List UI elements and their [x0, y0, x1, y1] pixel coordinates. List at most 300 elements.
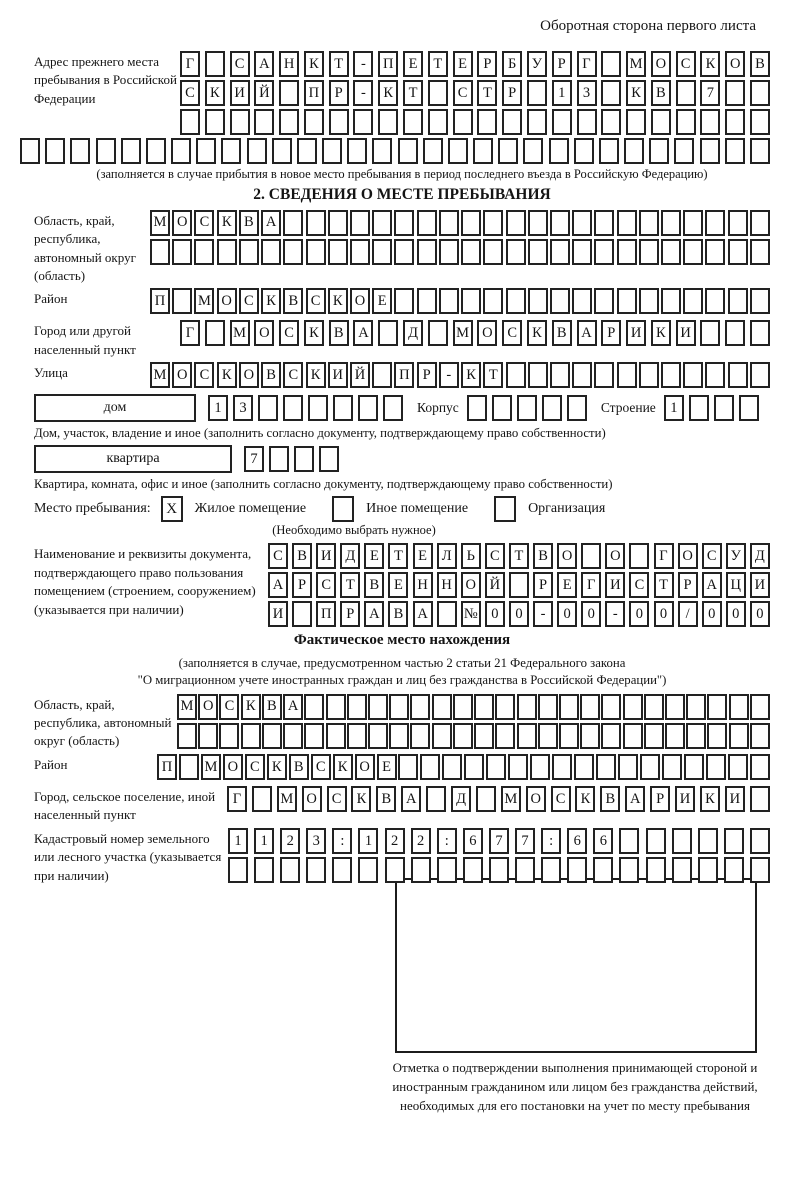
char-cell[interactable]: Т: [483, 362, 503, 388]
char-cell[interactable]: [219, 723, 239, 749]
char-cell[interactable]: [644, 694, 664, 720]
char-cell[interactable]: Р: [477, 51, 497, 77]
char-cell[interactable]: [461, 288, 481, 314]
char-cell[interactable]: [538, 694, 558, 720]
char-cell[interactable]: [750, 754, 770, 780]
char-cell[interactable]: В: [329, 320, 349, 346]
char-cell[interactable]: К: [527, 320, 547, 346]
char-cell[interactable]: О: [223, 754, 243, 780]
char-cell[interactable]: [353, 109, 373, 135]
char-cell[interactable]: [601, 80, 621, 106]
char-cell[interactable]: [750, 723, 770, 749]
char-cell[interactable]: [171, 138, 191, 164]
char-cell[interactable]: [662, 754, 682, 780]
char-cell[interactable]: Г: [227, 786, 247, 812]
char-cell[interactable]: [728, 288, 748, 314]
char-cell[interactable]: [198, 723, 218, 749]
char-cell[interactable]: -: [439, 362, 459, 388]
char-cell[interactable]: [619, 857, 639, 883]
char-cell[interactable]: И: [676, 320, 696, 346]
char-cell[interactable]: [294, 446, 314, 472]
char-cell[interactable]: И: [316, 543, 336, 569]
char-cell[interactable]: [517, 395, 537, 421]
char-cell[interactable]: К: [700, 51, 720, 77]
char-cell[interactable]: [398, 138, 418, 164]
char-cell[interactable]: С: [279, 320, 299, 346]
char-cell[interactable]: С: [194, 362, 214, 388]
char-cell[interactable]: [453, 109, 473, 135]
char-cell[interactable]: [672, 828, 692, 854]
char-cell[interactable]: [725, 80, 745, 106]
char-cell[interactable]: [581, 543, 601, 569]
char-cell[interactable]: [448, 138, 468, 164]
char-cell[interactable]: [252, 786, 272, 812]
char-cell[interactable]: С: [194, 210, 214, 236]
char-cell[interactable]: [665, 694, 685, 720]
char-cell[interactable]: [644, 723, 664, 749]
char-cell[interactable]: [750, 694, 770, 720]
char-cell[interactable]: -: [353, 80, 373, 106]
char-cell[interactable]: [205, 320, 225, 346]
char-cell[interactable]: В: [364, 572, 384, 598]
char-cell[interactable]: С: [180, 80, 200, 106]
char-cell[interactable]: П: [157, 754, 177, 780]
char-cell[interactable]: [474, 694, 494, 720]
char-cell[interactable]: [729, 694, 749, 720]
char-cell[interactable]: 7: [489, 828, 509, 854]
char-cell[interactable]: [639, 362, 659, 388]
char-cell[interactable]: Б: [502, 51, 522, 77]
char-cell[interactable]: [750, 80, 770, 106]
char-cell[interactable]: [750, 138, 770, 164]
char-cell[interactable]: С: [239, 288, 259, 314]
organization-checkbox[interactable]: [494, 496, 516, 522]
char-cell[interactable]: 3: [577, 80, 597, 106]
char-cell[interactable]: Г: [180, 320, 200, 346]
char-cell[interactable]: [495, 694, 515, 720]
char-cell[interactable]: К: [333, 754, 353, 780]
char-cell[interactable]: [572, 210, 592, 236]
char-cell[interactable]: И: [605, 572, 625, 598]
char-cell[interactable]: 3: [233, 395, 253, 421]
char-cell[interactable]: [283, 723, 303, 749]
char-cell[interactable]: [617, 239, 637, 265]
char-cell[interactable]: С: [268, 543, 288, 569]
char-cell[interactable]: 1: [552, 80, 572, 106]
char-cell[interactable]: [477, 109, 497, 135]
char-cell[interactable]: Р: [329, 80, 349, 106]
char-cell[interactable]: О: [725, 51, 745, 77]
char-cell[interactable]: [474, 723, 494, 749]
char-cell[interactable]: О: [302, 786, 322, 812]
char-cell[interactable]: А: [261, 210, 281, 236]
char-cell[interactable]: [461, 210, 481, 236]
char-cell[interactable]: Д: [403, 320, 423, 346]
char-cell[interactable]: Е: [364, 543, 384, 569]
char-cell[interactable]: [506, 239, 526, 265]
char-cell[interactable]: С: [306, 288, 326, 314]
char-cell[interactable]: [410, 723, 430, 749]
char-cell[interactable]: [483, 210, 503, 236]
char-cell[interactable]: 1: [358, 828, 378, 854]
char-cell[interactable]: О: [651, 51, 671, 77]
char-cell[interactable]: [617, 210, 637, 236]
char-cell[interactable]: [378, 109, 398, 135]
char-cell[interactable]: О: [461, 572, 481, 598]
char-cell[interactable]: [179, 754, 199, 780]
char-cell[interactable]: П: [378, 51, 398, 77]
char-cell[interactable]: [530, 754, 550, 780]
char-cell[interactable]: С: [676, 51, 696, 77]
char-cell[interactable]: [698, 828, 718, 854]
char-cell[interactable]: [506, 210, 526, 236]
char-cell[interactable]: [683, 288, 703, 314]
char-cell[interactable]: Р: [292, 572, 312, 598]
char-cell[interactable]: С: [551, 786, 571, 812]
char-cell[interactable]: [594, 288, 614, 314]
char-cell[interactable]: [728, 210, 748, 236]
char-cell[interactable]: [567, 395, 587, 421]
char-cell[interactable]: К: [351, 786, 371, 812]
char-cell[interactable]: [649, 138, 669, 164]
char-cell[interactable]: Ь: [461, 543, 481, 569]
char-cell[interactable]: [383, 395, 403, 421]
char-cell[interactable]: [453, 694, 473, 720]
char-cell[interactable]: [623, 723, 643, 749]
char-cell[interactable]: [750, 288, 770, 314]
char-cell[interactable]: [437, 857, 457, 883]
char-cell[interactable]: К: [205, 80, 225, 106]
char-cell[interactable]: [550, 288, 570, 314]
char-cell[interactable]: К: [575, 786, 595, 812]
char-cell[interactable]: [417, 288, 437, 314]
char-cell[interactable]: А: [268, 572, 288, 598]
char-cell[interactable]: 7: [700, 80, 720, 106]
char-cell[interactable]: Р: [502, 80, 522, 106]
char-cell[interactable]: [639, 210, 659, 236]
char-cell[interactable]: 2: [411, 828, 431, 854]
char-cell[interactable]: [508, 754, 528, 780]
char-cell[interactable]: [483, 288, 503, 314]
char-cell[interactable]: [306, 857, 326, 883]
char-cell[interactable]: [601, 51, 621, 77]
char-cell[interactable]: Т: [329, 51, 349, 77]
char-cell[interactable]: [368, 723, 388, 749]
other-premises-checkbox[interactable]: [332, 496, 354, 522]
char-cell[interactable]: [368, 694, 388, 720]
char-cell[interactable]: [509, 572, 529, 598]
char-cell[interactable]: [304, 723, 324, 749]
char-cell[interactable]: [725, 109, 745, 135]
char-cell[interactable]: Н: [437, 572, 457, 598]
char-cell[interactable]: [428, 80, 448, 106]
char-cell[interactable]: [269, 446, 289, 472]
char-cell[interactable]: :: [541, 828, 561, 854]
char-cell[interactable]: 6: [567, 828, 587, 854]
char-cell[interactable]: [283, 239, 303, 265]
char-cell[interactable]: [623, 694, 643, 720]
char-cell[interactable]: [705, 210, 725, 236]
char-cell[interactable]: [626, 109, 646, 135]
char-cell[interactable]: [502, 109, 522, 135]
char-cell[interactable]: [394, 239, 414, 265]
char-cell[interactable]: Е: [453, 51, 473, 77]
char-cell[interactable]: [750, 857, 770, 883]
char-cell[interactable]: [385, 857, 405, 883]
char-cell[interactable]: [403, 109, 423, 135]
char-cell[interactable]: С: [702, 543, 722, 569]
char-cell[interactable]: И: [626, 320, 646, 346]
char-cell[interactable]: [177, 723, 197, 749]
char-cell[interactable]: В: [261, 362, 281, 388]
char-cell[interactable]: [498, 138, 518, 164]
char-cell[interactable]: [750, 320, 770, 346]
char-cell[interactable]: Е: [557, 572, 577, 598]
char-cell[interactable]: В: [651, 80, 671, 106]
char-cell[interactable]: [432, 694, 452, 720]
char-cell[interactable]: [297, 138, 317, 164]
char-cell[interactable]: [528, 288, 548, 314]
char-cell[interactable]: [541, 857, 561, 883]
char-cell[interactable]: 0: [702, 601, 722, 627]
char-cell[interactable]: [347, 694, 367, 720]
char-cell[interactable]: [552, 754, 572, 780]
char-cell[interactable]: 0: [509, 601, 529, 627]
char-cell[interactable]: [329, 109, 349, 135]
char-cell[interactable]: Г: [581, 572, 601, 598]
char-cell[interactable]: Т: [388, 543, 408, 569]
char-cell[interactable]: 1: [228, 828, 248, 854]
char-cell[interactable]: [676, 80, 696, 106]
char-cell[interactable]: В: [292, 543, 312, 569]
char-cell[interactable]: [350, 239, 370, 265]
char-cell[interactable]: [453, 723, 473, 749]
char-cell[interactable]: О: [557, 543, 577, 569]
char-cell[interactable]: [328, 210, 348, 236]
char-cell[interactable]: [698, 857, 718, 883]
char-cell[interactable]: :: [332, 828, 352, 854]
char-cell[interactable]: [372, 239, 392, 265]
char-cell[interactable]: И: [268, 601, 288, 627]
char-cell[interactable]: [552, 109, 572, 135]
char-cell[interactable]: А: [353, 320, 373, 346]
char-cell[interactable]: [686, 723, 706, 749]
char-cell[interactable]: [729, 723, 749, 749]
char-cell[interactable]: [574, 138, 594, 164]
char-cell[interactable]: В: [289, 754, 309, 780]
char-cell[interactable]: [601, 694, 621, 720]
char-cell[interactable]: Д: [340, 543, 360, 569]
char-cell[interactable]: [750, 210, 770, 236]
char-cell[interactable]: Е: [372, 288, 392, 314]
char-cell[interactable]: [739, 395, 759, 421]
char-cell[interactable]: М: [150, 362, 170, 388]
char-cell[interactable]: М: [201, 754, 221, 780]
char-cell[interactable]: С: [327, 786, 347, 812]
char-cell[interactable]: М: [501, 786, 521, 812]
char-cell[interactable]: Л: [437, 543, 457, 569]
char-cell[interactable]: [439, 210, 459, 236]
char-cell[interactable]: К: [378, 80, 398, 106]
char-cell[interactable]: [528, 362, 548, 388]
char-cell[interactable]: [559, 694, 579, 720]
char-cell[interactable]: [442, 754, 462, 780]
char-cell[interactable]: М: [150, 210, 170, 236]
char-cell[interactable]: [549, 138, 569, 164]
char-cell[interactable]: [358, 857, 378, 883]
char-cell[interactable]: С: [629, 572, 649, 598]
char-cell[interactable]: [661, 239, 681, 265]
char-cell[interactable]: [283, 210, 303, 236]
char-cell[interactable]: [550, 210, 570, 236]
char-cell[interactable]: [489, 857, 509, 883]
char-cell[interactable]: С: [485, 543, 505, 569]
char-cell[interactable]: Т: [428, 51, 448, 77]
char-cell[interactable]: [528, 239, 548, 265]
char-cell[interactable]: [172, 239, 192, 265]
char-cell[interactable]: У: [527, 51, 547, 77]
char-cell[interactable]: [332, 857, 352, 883]
char-cell[interactable]: [420, 754, 440, 780]
char-cell[interactable]: 6: [463, 828, 483, 854]
char-cell[interactable]: [750, 239, 770, 265]
char-cell[interactable]: С: [283, 362, 303, 388]
char-cell[interactable]: [328, 239, 348, 265]
char-cell[interactable]: [221, 138, 241, 164]
char-cell[interactable]: [594, 239, 614, 265]
char-cell[interactable]: [254, 857, 274, 883]
char-cell[interactable]: 0: [654, 601, 674, 627]
char-cell[interactable]: М: [177, 694, 197, 720]
char-cell[interactable]: [280, 857, 300, 883]
char-cell[interactable]: [247, 138, 267, 164]
char-cell[interactable]: Е: [403, 51, 423, 77]
char-cell[interactable]: [705, 288, 725, 314]
char-cell[interactable]: [676, 109, 696, 135]
char-cell[interactable]: [358, 395, 378, 421]
char-cell[interactable]: [567, 857, 587, 883]
char-cell[interactable]: [725, 320, 745, 346]
char-cell[interactable]: [542, 395, 562, 421]
char-cell[interactable]: [646, 828, 666, 854]
char-cell[interactable]: [572, 288, 592, 314]
char-cell[interactable]: [683, 239, 703, 265]
char-cell[interactable]: [394, 288, 414, 314]
char-cell[interactable]: [661, 210, 681, 236]
char-cell[interactable]: [724, 828, 744, 854]
char-cell[interactable]: [254, 109, 274, 135]
char-cell[interactable]: [205, 51, 225, 77]
char-cell[interactable]: [700, 320, 720, 346]
char-cell[interactable]: П: [316, 601, 336, 627]
char-cell[interactable]: [593, 857, 613, 883]
char-cell[interactable]: [437, 601, 457, 627]
char-cell[interactable]: О: [217, 288, 237, 314]
char-cell[interactable]: 3: [306, 828, 326, 854]
char-cell[interactable]: [599, 138, 619, 164]
char-cell[interactable]: [272, 138, 292, 164]
char-cell[interactable]: О: [239, 362, 259, 388]
char-cell[interactable]: И: [230, 80, 250, 106]
char-cell[interactable]: [705, 362, 725, 388]
char-cell[interactable]: [304, 109, 324, 135]
char-cell[interactable]: [527, 109, 547, 135]
char-cell[interactable]: И: [675, 786, 695, 812]
char-cell[interactable]: В: [600, 786, 620, 812]
char-cell[interactable]: М: [194, 288, 214, 314]
char-cell[interactable]: [258, 395, 278, 421]
char-cell[interactable]: [492, 395, 512, 421]
char-cell[interactable]: О: [526, 786, 546, 812]
char-cell[interactable]: Р: [678, 572, 698, 598]
char-cell[interactable]: [463, 857, 483, 883]
char-cell[interactable]: 0: [581, 601, 601, 627]
char-cell[interactable]: [517, 723, 537, 749]
char-cell[interactable]: [483, 239, 503, 265]
char-cell[interactable]: 0: [629, 601, 649, 627]
char-cell[interactable]: К: [261, 288, 281, 314]
char-cell[interactable]: Г: [654, 543, 674, 569]
char-cell[interactable]: [279, 109, 299, 135]
char-cell[interactable]: [572, 239, 592, 265]
char-cell[interactable]: И: [750, 572, 770, 598]
char-cell[interactable]: 0: [750, 601, 770, 627]
char-cell[interactable]: С: [311, 754, 331, 780]
char-cell[interactable]: [461, 239, 481, 265]
char-cell[interactable]: 1: [208, 395, 228, 421]
char-cell[interactable]: Е: [377, 754, 397, 780]
char-cell[interactable]: [750, 828, 770, 854]
char-cell[interactable]: Т: [477, 80, 497, 106]
char-cell[interactable]: И: [725, 786, 745, 812]
char-cell[interactable]: Г: [180, 51, 200, 77]
char-cell[interactable]: Й: [254, 80, 274, 106]
char-cell[interactable]: С: [245, 754, 265, 780]
char-cell[interactable]: К: [267, 754, 287, 780]
char-cell[interactable]: [683, 210, 703, 236]
char-cell[interactable]: В: [533, 543, 553, 569]
char-cell[interactable]: [618, 754, 638, 780]
char-cell[interactable]: [326, 723, 346, 749]
char-cell[interactable]: Ц: [726, 572, 746, 598]
char-cell[interactable]: Р: [650, 786, 670, 812]
char-cell[interactable]: О: [172, 362, 192, 388]
char-cell[interactable]: [728, 239, 748, 265]
char-cell[interactable]: [700, 138, 720, 164]
char-cell[interactable]: [706, 754, 726, 780]
char-cell[interactable]: [574, 754, 594, 780]
char-cell[interactable]: [707, 694, 727, 720]
char-cell[interactable]: -: [533, 601, 553, 627]
char-cell[interactable]: Т: [509, 543, 529, 569]
char-cell[interactable]: [728, 754, 748, 780]
char-cell[interactable]: [417, 239, 437, 265]
char-cell[interactable]: 0: [485, 601, 505, 627]
char-cell[interactable]: [506, 362, 526, 388]
char-cell[interactable]: [594, 210, 614, 236]
char-cell[interactable]: [196, 138, 216, 164]
char-cell[interactable]: :: [437, 828, 457, 854]
char-cell[interactable]: [577, 109, 597, 135]
char-cell[interactable]: [372, 138, 392, 164]
char-cell[interactable]: Т: [654, 572, 674, 598]
char-cell[interactable]: [684, 754, 704, 780]
char-cell[interactable]: [432, 723, 452, 749]
char-cell[interactable]: У: [726, 543, 746, 569]
char-cell[interactable]: К: [306, 362, 326, 388]
char-cell[interactable]: [661, 288, 681, 314]
char-cell[interactable]: Р: [533, 572, 553, 598]
